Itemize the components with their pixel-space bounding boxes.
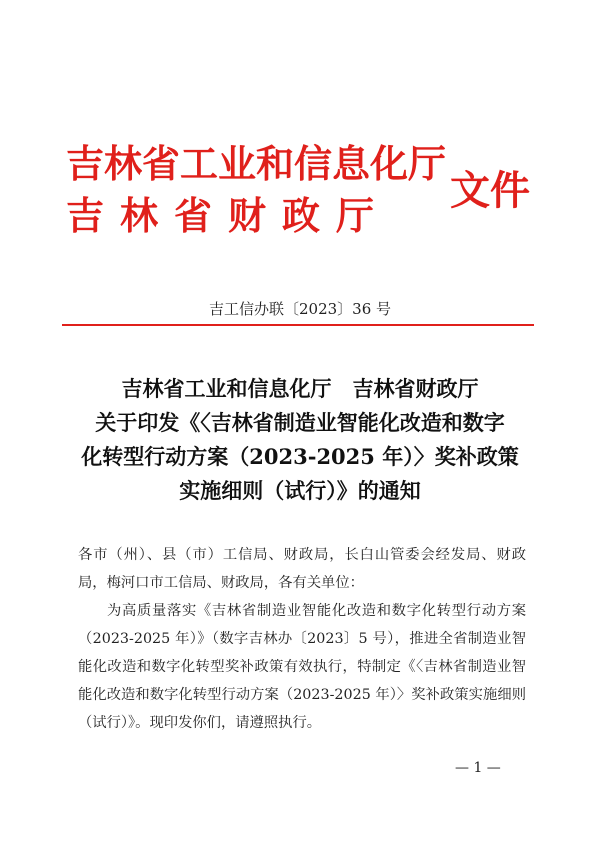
document-header	[66, 133, 536, 243]
title-line: 吉林省工业和信息化厅 吉林省财政厅	[121, 376, 479, 401]
body-paragraph: 为高质量落实《吉林省制造业智能化改造和数字化转型行动方案（2023-2025 年）》（数字吉林办〔2023〕5 号），推进全省制造业智能化改造和数字化转型奖补政策有效执行，特制定《〈吉林省制造业智能化改造和数字化转型行动方案（2023-2025 年）〉奖补政策实施细则（试行）》。现印发你们，请遵照执行。	[78, 603, 526, 731]
red-divider	[62, 324, 534, 326]
document-body	[78, 541, 526, 737]
document-number: 吉工信办联〔2023〕36 号	[208, 300, 392, 318]
document-suffix: 文件	[450, 167, 530, 214]
title-line: 实施细则（试行）》的通知	[179, 478, 421, 503]
page-number: — 1 —	[455, 760, 501, 776]
title-line: 化转型行动方案（2023-2025 年）〉奖补政策	[81, 444, 519, 469]
addressee: 各市（州）、县（市）工信局、财政局，长白山管委会经发局、财政局，梅河口市工信局、财政局，各有关单位：	[78, 547, 526, 591]
issuer-line-1: 吉林省工业和信息化厅	[66, 141, 447, 186]
document-title	[60, 372, 540, 508]
issuer-line-2: 吉林省财政厅	[66, 193, 391, 238]
title-line: 关于印发《〈吉林省制造业智能化改造和数字	[95, 410, 505, 435]
